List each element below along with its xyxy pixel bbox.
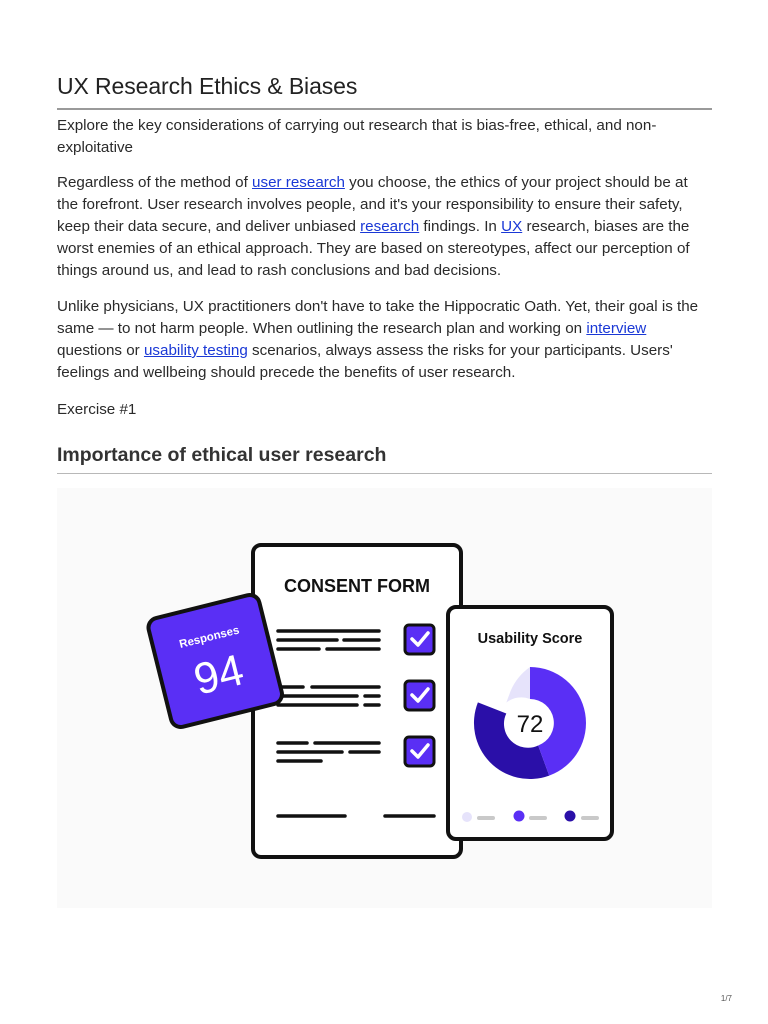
paragraph-text: Regardless of the method of	[57, 174, 253, 191]
paragraph-text: you choose, the ethics of your project should be at the forefront. User research involves people, and it's your responsibility to ensure their safety, keep their data secure, and deliver unbiased	[57, 174, 688, 235]
paragraph-text: questions or	[57, 342, 144, 359]
paragraph-text: research, biases are the worst enemies of an ethical approach. They are based on stereotypes, affect our perception of things around us, and lead to rash conclusions and bad decisions.	[57, 218, 690, 279]
paragraph-text: findings. In	[419, 218, 502, 235]
responses-badge	[146, 593, 284, 729]
checkbox-checked-icon	[405, 681, 434, 710]
link-ux[interactable]: UX	[501, 218, 523, 235]
consent-form-title: CONSENT FORM	[284, 576, 430, 596]
usability-score-value: 72	[516, 711, 544, 738]
page-number: 1/7	[720, 994, 732, 1003]
subtitle: Explore the key considerations of carrying out research that is bias-free, ethical, and non-exploitative	[57, 117, 657, 156]
illustration	[57, 488, 712, 908]
paragraph-ethics	[57, 172, 712, 282]
section-heading: Importance of ethical user research	[57, 444, 712, 474]
illustration-svg	[57, 488, 712, 908]
page-title: UX Research Ethics & Biases	[57, 73, 712, 110]
responses-value: 94	[189, 645, 249, 705]
checkbox-checked-icon	[405, 625, 434, 654]
responses-label: Responses	[178, 624, 241, 651]
paragraph-text: scenarios, always assess the risks for your participants. Users' feelings and wellbeing should precede the benefits of user research.	[57, 342, 673, 381]
usability-score-title: Usability Score	[477, 631, 583, 647]
exercise-label: Exercise #1	[57, 401, 137, 418]
link-interview[interactable]: interview	[586, 320, 647, 337]
link-usability-testing[interactable]: usability testing	[143, 342, 248, 359]
paragraph-hippocratic	[57, 296, 712, 384]
paragraph-text: Unlike physicians, UX practitioners don't have to take the Hippocratic Oath. Yet, their goal is the same — to not harm people. When outlining the research plan and working on	[57, 298, 699, 337]
link-user-research[interactable]: user research	[252, 174, 345, 191]
checkbox-checked-icon	[405, 737, 434, 766]
link-research[interactable]: research	[360, 218, 420, 235]
